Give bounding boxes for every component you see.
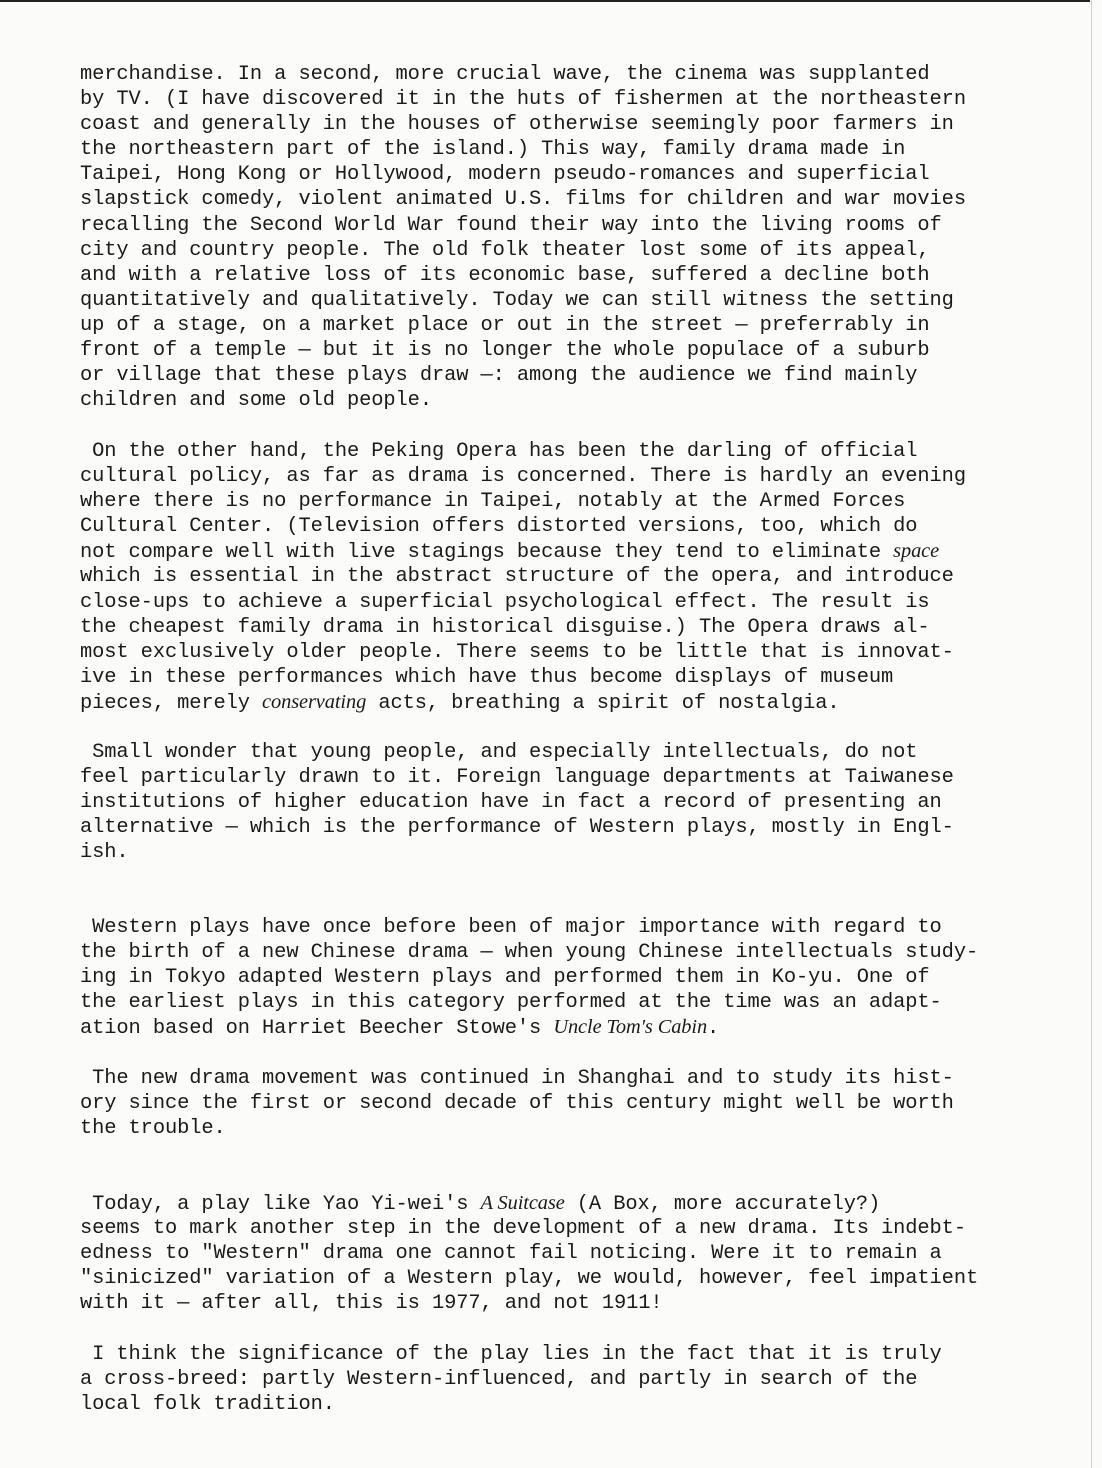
text-run: by TV. (I have discovered it in the huts of fishermen at the northeastern	[80, 88, 966, 112]
text-run: which is essential in the abstract structure of the opera, and introduce	[80, 565, 954, 589]
text-line	[80, 1241, 978, 1266]
text-line	[80, 590, 966, 615]
text-run: I think the significance of the play lies in the fact that it is truly	[80, 1343, 942, 1366]
text-run: up of a stage, on a market place or out in the street — preferrably in	[80, 313, 930, 337]
text-run: front of a temple — but it is no longer the whole populace of a suburb	[80, 339, 930, 363]
text-run: "sinicized" variation of a Western play, we would, however, feel impatient	[80, 1267, 979, 1291]
text-run: feel particularly drawn to it. Foreign language departments at Taiwanese	[80, 766, 954, 790]
text-line	[80, 213, 966, 238]
text-line	[80, 840, 954, 865]
text-run: Taipei, Hong Kong or Hollywood, modern pseudo-romances and superficial	[80, 163, 930, 187]
text-run: pieces, merely	[80, 691, 263, 715]
text-run: city and country people. The old folk theater lost some of its appeal,	[80, 238, 930, 262]
text-run: quantitatively and qualitatively. Today we can still witness the setting	[80, 288, 954, 312]
text-line	[80, 313, 966, 338]
text-line	[80, 1266, 978, 1291]
text-line	[80, 112, 966, 137]
italic-title: Uncle Tom's Cabin	[553, 1016, 708, 1039]
text-run: a cross-breed: partly Western-influenced, and partly in search of the	[80, 1368, 918, 1392]
text-run: the birth of a new Chinese drama — when young Chinese intellectuals study-	[80, 941, 979, 965]
text-line	[80, 1066, 954, 1091]
text-run: and with a relative loss of its economic base, suffered a decline both	[80, 263, 930, 287]
text-line	[80, 539, 966, 564]
text-run: cultural policy, as far as drama is concerned. There is hardly an evening	[80, 465, 966, 489]
paragraph	[80, 1191, 978, 1316]
text-line	[80, 238, 966, 263]
text-line	[80, 1091, 954, 1116]
italic-title: A Suitcase	[480, 1192, 565, 1214]
text-line	[80, 263, 966, 288]
text-line	[80, 1216, 978, 1241]
text-run: alternative — which is the performance of Western plays, mostly in Engl-	[80, 816, 954, 840]
paragraph	[80, 1066, 954, 1141]
text-line	[80, 1015, 978, 1040]
text-line	[80, 665, 966, 690]
text-run: .	[707, 1017, 720, 1041]
text-line	[80, 990, 978, 1015]
text-line	[80, 489, 966, 514]
text-run: most exclusively older people. There seems to be little that is innovat-	[80, 640, 954, 664]
text-run: ation based on Harriet Beecher Stowe's	[80, 1017, 554, 1041]
text-run: coast and generally in the houses of otherwise seemingly poor farmers in	[80, 113, 954, 137]
text-line	[80, 288, 966, 313]
text-run: Small wonder that young people, and especially intellectuals, do not	[80, 741, 918, 764]
text-run: not compare well with live stagings because they tend to eliminate	[80, 541, 894, 565]
italic-title: conservating	[262, 690, 367, 713]
text-run: recalling the Second World War found their way into the living rooms of	[80, 213, 942, 237]
text-line	[80, 640, 966, 665]
text-line	[80, 1342, 942, 1367]
text-run: Western plays have once before been of major importance with regard to	[80, 916, 942, 939]
text-run: edness to "Western" drama one cannot fail noticing. Were it to remain a	[80, 1242, 942, 1266]
text-line	[80, 514, 966, 539]
text-line	[80, 363, 966, 388]
text-line	[80, 464, 966, 489]
top-rule	[0, 0, 1090, 2]
text-run: ish.	[80, 841, 129, 865]
paragraph	[80, 915, 978, 1040]
text-run: the trouble.	[80, 1117, 226, 1141]
text-line	[80, 765, 954, 790]
text-line	[80, 1291, 978, 1316]
text-line	[80, 915, 978, 940]
text-line	[80, 965, 978, 990]
text-run: or village that these plays draw —: among the audience we find mainly	[80, 364, 918, 388]
text-run: the cheapest family drama in historical disguise.) The Opera draws al-	[80, 615, 930, 639]
text-line	[80, 439, 966, 464]
paragraph	[80, 1342, 942, 1417]
italic-title: space	[893, 540, 940, 563]
text-run: close-ups to achieve a superficial psychological effect. The result is	[80, 590, 930, 614]
text-run: On the other hand, the Peking Opera has been the darling of official	[80, 440, 918, 463]
text-line	[80, 1116, 954, 1141]
text-run: seems to mark another step in the development of a new drama. Its indebt-	[80, 1217, 966, 1241]
text-run: ive in these performances which have thus become displays of museum	[80, 665, 894, 689]
text-line	[80, 1392, 942, 1417]
text-run: ing in Tokyo adapted Western plays and performed them in Ko-yu. One of	[80, 966, 930, 990]
text-line	[80, 790, 954, 815]
text-run: merchandise. In a second, more crucial wave, the cinema was supplanted	[80, 63, 930, 86]
paragraph	[80, 62, 966, 413]
text-line	[80, 564, 966, 589]
paragraph	[80, 740, 954, 865]
text-run: Today, a play like Yao Yi-wei's	[80, 1193, 481, 1216]
text-line	[80, 137, 966, 162]
text-line	[80, 162, 966, 187]
text-run: with it — after all, this is 1977, and not 1911!	[80, 1292, 663, 1316]
text-run: The new drama movement was continued in Shanghai and to study its hist-	[80, 1067, 954, 1090]
text-line	[80, 62, 966, 87]
text-run: the earliest plays in this category performed at the time was an adapt-	[80, 991, 942, 1015]
text-run: Cultural Center. (Television offers distorted versions, too, which do	[80, 515, 918, 539]
text-line	[80, 615, 966, 640]
paragraph	[80, 439, 966, 715]
text-line	[80, 1191, 978, 1216]
text-line	[80, 815, 954, 840]
text-run: where there is no performance in Taipei, notably at the Armed Forces	[80, 490, 906, 514]
text-line	[80, 338, 966, 363]
text-line	[80, 187, 966, 212]
page-edge	[1091, 0, 1092, 1468]
text-run: the northeastern part of the island.) This way, family drama made in	[80, 138, 906, 162]
text-run: (A Box, more accurately?)	[564, 1193, 881, 1216]
text-run: acts, breathing a spirit of nostalgia.	[366, 691, 840, 715]
text-line	[80, 940, 978, 965]
text-line	[80, 1367, 942, 1392]
text-run: children and some old people.	[80, 389, 432, 413]
text-line	[80, 87, 966, 112]
text-run: local folk tradition.	[80, 1393, 335, 1417]
text-line	[80, 388, 966, 413]
text-run: slapstick comedy, violent animated U.S. films for children and war movies	[80, 188, 966, 212]
text-line	[80, 740, 954, 765]
text-line	[80, 690, 966, 715]
text-run: institutions of higher education have in fact a record of presenting an	[80, 791, 942, 815]
text-run: ory since the first or second decade of this century might well be worth	[80, 1092, 954, 1116]
